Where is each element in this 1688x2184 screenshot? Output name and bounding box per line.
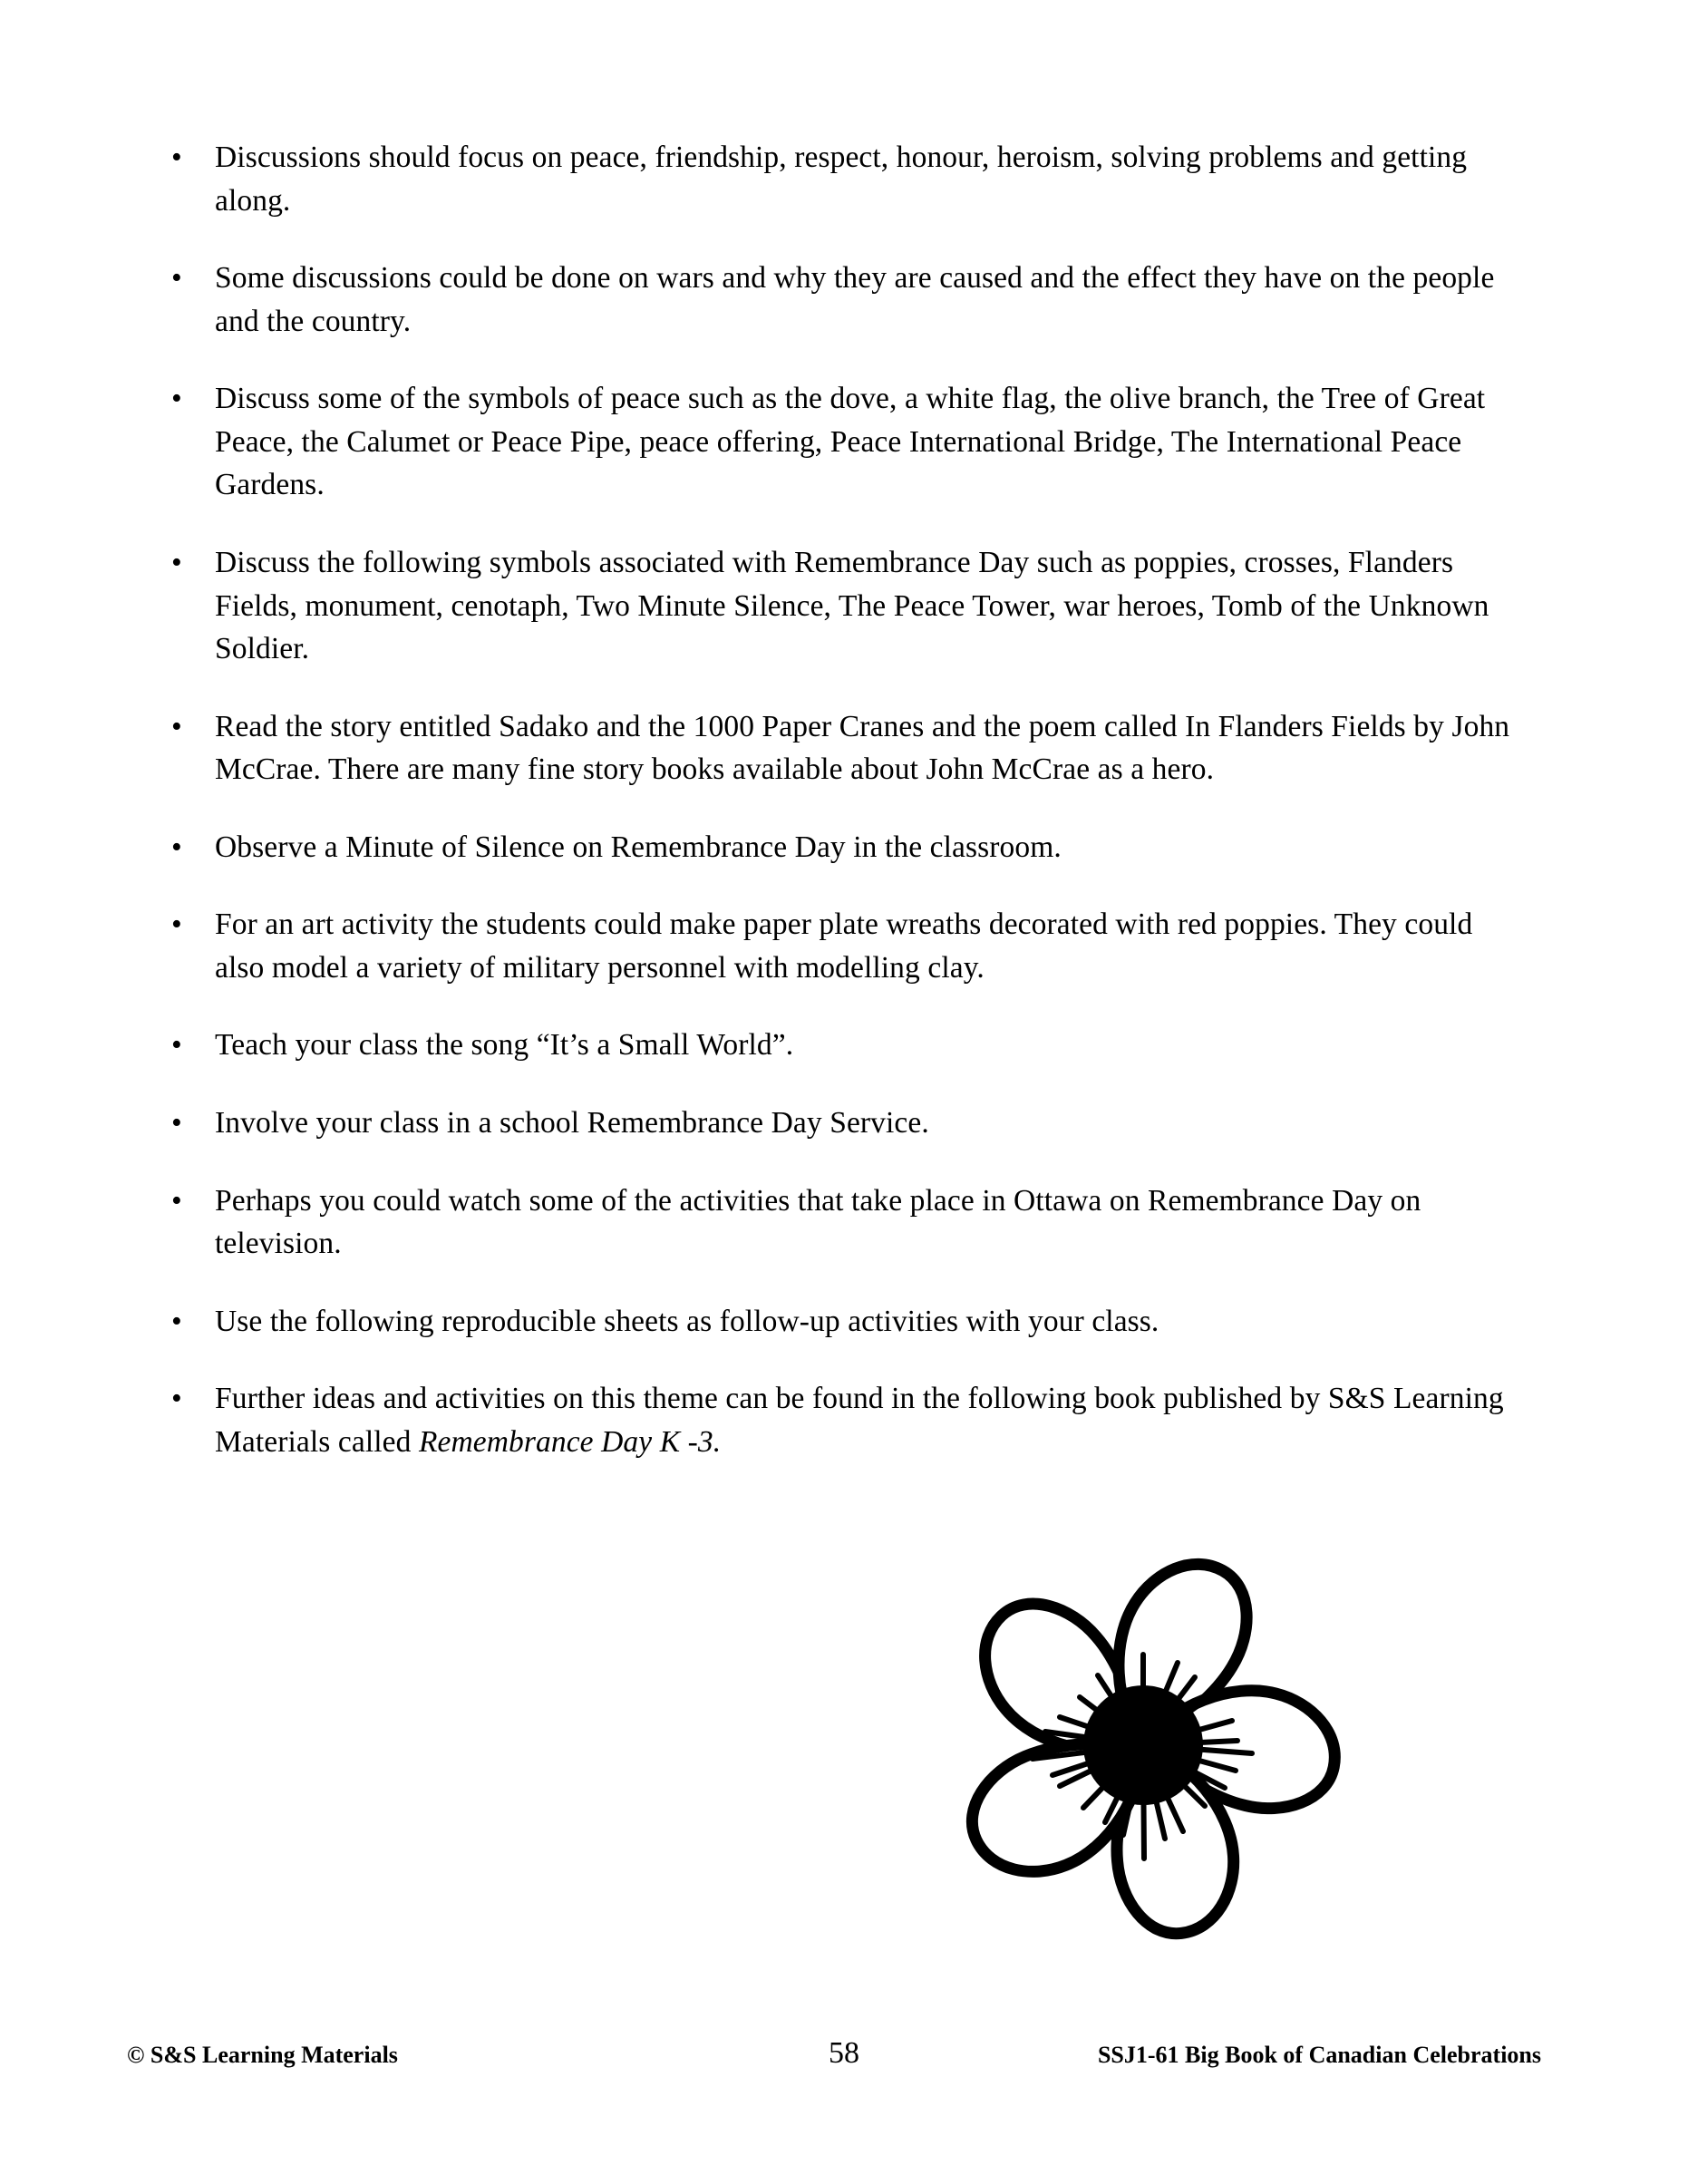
bullet-list (168, 136, 1528, 1463)
bullet-point-icon: • (171, 830, 182, 864)
list-item-text: Some discussions could be done on wars and why they are caused and the effect they have on the people and the country. (215, 261, 1495, 338)
list-item (168, 1377, 1528, 1463)
list-item (168, 1102, 1528, 1145)
list-item-text-plain: Further ideas and activities on this theme can be found in the following book published by S&S Learning Materials called (215, 1382, 1504, 1459)
list-item (168, 826, 1528, 869)
bullet-point-icon: • (171, 545, 182, 579)
list-item (168, 541, 1528, 671)
list-item-text: Discussions should focus on peace, friendship, respect, honour, heroism, solving problems and getting along. (215, 141, 1468, 218)
bullet-point-icon: • (171, 1304, 182, 1338)
list-item-text: Teach your class the song “It’s a Small World”. (215, 1028, 794, 1063)
list-item (168, 1024, 1528, 1067)
bullet-point-icon: • (171, 1382, 182, 1416)
poppy-illustration (918, 1516, 1353, 1969)
bullet-point-icon: • (171, 261, 182, 296)
list-item (168, 705, 1528, 791)
list-item (168, 377, 1528, 507)
list-item (168, 136, 1528, 222)
page-number: 58 (829, 2036, 859, 2070)
list-item-text: Discuss the following symbols associated with Remembrance Day such as poppies, crosses, Flanders Fields, monument, cenotaph, Two Minute Silence, The Peace Tower, war heroes, Tomb of the Unknown Soldier. (215, 545, 1489, 666)
footer-copyright: © S&S Learning Materials (127, 2042, 398, 2068)
list-item-text: Discuss some of the symbols of peace such as the dove, a white flag, the olive branch, the Tree of Great Peace, the Calumet or Peace Pipe, peace offering, Peace International Bridge, The International Peace Gardens. (215, 382, 1486, 502)
list-item (168, 257, 1528, 343)
bullet-point-icon: • (171, 908, 182, 942)
list-item (168, 1179, 1528, 1266)
bullet-point-icon: • (171, 141, 182, 174)
poppy-center (1083, 1685, 1203, 1805)
list-item-text: Use the following reproducible sheets as follow-up activities with your class. (215, 1304, 1159, 1338)
footer-book-title: SSJ1-61 Big Book of Canadian Celebrations (1097, 2042, 1541, 2068)
bullet-point-icon: • (171, 709, 182, 743)
list-item-text: For an art activity the students could make paper plate wreaths decorated with red poppies. They could also model a variety of military personnel with modelling clay. (215, 908, 1473, 985)
bullet-point-icon: • (171, 1183, 182, 1218)
list-item-text: Observe a Minute of Silence on Remembrance Day in the classroom. (215, 830, 1062, 864)
list-item-text: Perhaps you could watch some of the activities that take place in Ottawa on Remembrance Day on television. (215, 1183, 1421, 1261)
list-item (168, 903, 1528, 989)
list-item-text (215, 1377, 1528, 1463)
list-item (168, 1300, 1528, 1344)
bullet-point-icon: • (171, 1106, 182, 1140)
list-item-text: Involve your class in a school Remembrance Day Service. (215, 1106, 929, 1140)
page-footer (0, 2036, 1688, 2078)
bullet-point-icon: • (171, 382, 182, 416)
list-item-text: Read the story entitled Sadako and the 1000 Paper Cranes and the poem called In Flanders Fields by John McCrae. There are many fine story books available about John McCrae as a hero. (215, 709, 1510, 787)
book-title-italic: Remembrance Day K -3. (418, 1424, 722, 1459)
bullet-point-icon: • (171, 1028, 182, 1063)
